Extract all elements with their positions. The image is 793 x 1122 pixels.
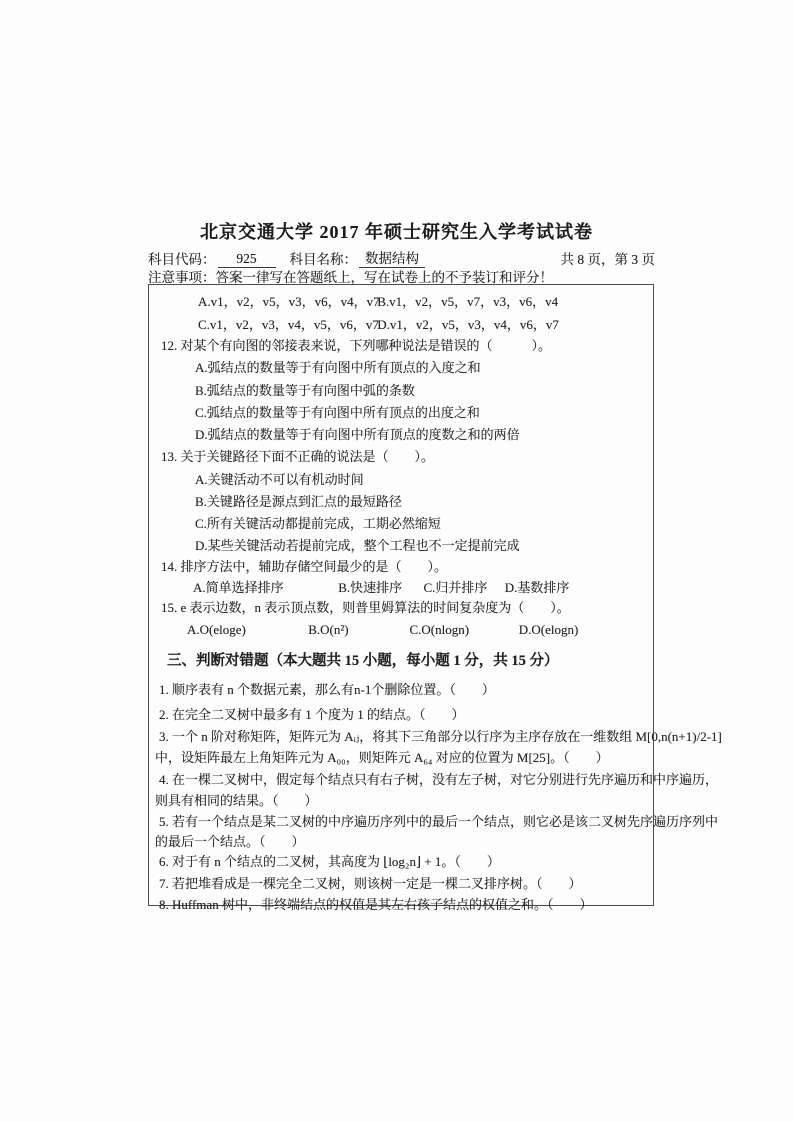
notice-text: 答案一律写在答题纸上，写在试卷上的不予装订和评分！: [215, 270, 553, 285]
notice-label: 注意事项：: [148, 270, 216, 285]
q14-option-c: C.归并排序: [423, 580, 488, 595]
subject-name-label: 科目名称：: [289, 252, 357, 267]
q12-option-c: C.弧结点的数量等于有向图中所有顶点的出度之和: [195, 405, 480, 420]
q11-options-row-cd: [149, 316, 702, 333]
tf-question-1: 1. 顺序表有 n 个数据元素，那么有n-1个删除位置。（ ）: [159, 682, 495, 697]
q13-option-d: D.某些关键活动若提前完成，整个工程也不一定提前完成: [195, 538, 520, 553]
page-count-info: 共 8 页，第 3 页: [560, 252, 655, 267]
q11-option-a: A.v1，v2，v5，v3，v6，v4，v7: [198, 294, 380, 309]
q12-option-d: D.弧结点的数量等于有向图中所有顶点的度数之和的两倍: [195, 427, 520, 442]
q15-option-b: B.O(n²): [308, 622, 349, 637]
q11-options-row-ab: [149, 293, 702, 310]
q13-stem: 13. 关于关键路径下面不正确的说法是（ ）。: [161, 449, 435, 464]
q13-option-b: B.关键路径是源点到汇点的最短路径: [195, 494, 402, 509]
q12-stem: 12. 对某个有向图的邻接表来说，下列哪种说法是错误的（ ）。: [161, 338, 552, 353]
q15-option-c: C.O(nlogn): [409, 622, 470, 637]
tf-question-7: 7. 若把堆看成是一棵完全二叉树，则该树一定是一棵二叉排序树。（ ）: [159, 876, 582, 891]
tf-question-3-line1: 3. 一个 n 阶对称矩阵，矩阵元为 Aᵢⱼ，将其下三角部分以行序为主序存放在一维数组 M[0,n(n+1)/2-1]: [159, 729, 722, 744]
section3-heading: 三、判断对错题（本大题共 15 小题，每小题 1 分，共 15 分）: [167, 653, 559, 669]
q12-option-a: A.弧结点的数量等于有向图中所有顶点的入度之和: [195, 360, 481, 375]
q15-options-row: [149, 621, 691, 638]
q15-stem: 15. e 表示边数，n 表示顶点数，则普里姆算法的时间复杂度为（ ）。: [161, 600, 570, 615]
subject-code-value: 925: [218, 251, 276, 268]
subject-code-label: 科目代码：: [148, 252, 216, 267]
q14-option-a: A.简单选择排序: [193, 580, 284, 595]
q14-stem: 14. 排序方法中，辅助存储空间最少的是（ ）。: [161, 559, 448, 574]
q13-option-a: A.关键活动不可以有机动时间: [195, 472, 364, 487]
tf-question-5-line1: 5. 若有一个结点是某二叉树的中序遍历序列中的最后一个结点，则它必是该二叉树先序遍历序列中: [159, 814, 719, 829]
q11-option-d: D.v1，v2，v5，v3，v4，v6，v7: [377, 317, 559, 332]
q11-option-b: B.v1，v2，v5，v7，v3，v6，v4: [377, 294, 559, 309]
q12-option-b: B.弧结点的数量等于有向图中弧的条数: [195, 383, 415, 398]
tf-question-2: 2. 在完全二叉树中最多有 1 个度为 1 的结点。（ ）: [159, 707, 465, 722]
page-title: 北京交通大学 2017 年硕士研究生入学考试试卷: [200, 222, 593, 242]
q14-options-row: [149, 579, 697, 596]
q14-option-d: D.基数排序: [504, 580, 570, 595]
q15-option-a: A.O(eloge): [187, 622, 246, 637]
q13-option-c: C.所有关键活动都提前完成，工期必然缩短: [195, 516, 441, 531]
subject-meta-row: [148, 247, 655, 268]
subject-name-value: 数据结构: [359, 247, 425, 268]
q11-option-c: C.v1，v2，v3，v4，v5，v6，v7: [198, 317, 379, 332]
q15-option-d: D.O(elogn): [518, 622, 579, 637]
tf-question-3-line2: 中，设矩阵最左上角矩阵元为 A₀₀，则矩阵元 A₆₄ 对应的位置为 M[25]。（ ）: [155, 750, 609, 765]
q14-option-b: B.快速排序: [338, 580, 403, 595]
tf-question-6: 6. 对于有 n 个结点的二叉树，其高度为 ⌊log₂n⌋ + 1。（ ）: [159, 854, 500, 869]
tf-question-4-line2: 则具有相同的结果。（ ）: [155, 793, 318, 808]
tf-question-8: 8. Huffman 树中，非终端结点的权值是其左右孩子结点的权值之和。（ ）: [159, 897, 593, 912]
question-box: [148, 284, 722, 912]
notice-row: [148, 266, 655, 286]
tf-question-5-line2: 的最后一个结点。（ ）: [155, 834, 305, 849]
tf-question-4-line1: 4. 在一棵二叉树中，假定每个结点只有右子树，没有左子树，对它分别进行先序遍历和中序遍历，: [159, 772, 719, 787]
